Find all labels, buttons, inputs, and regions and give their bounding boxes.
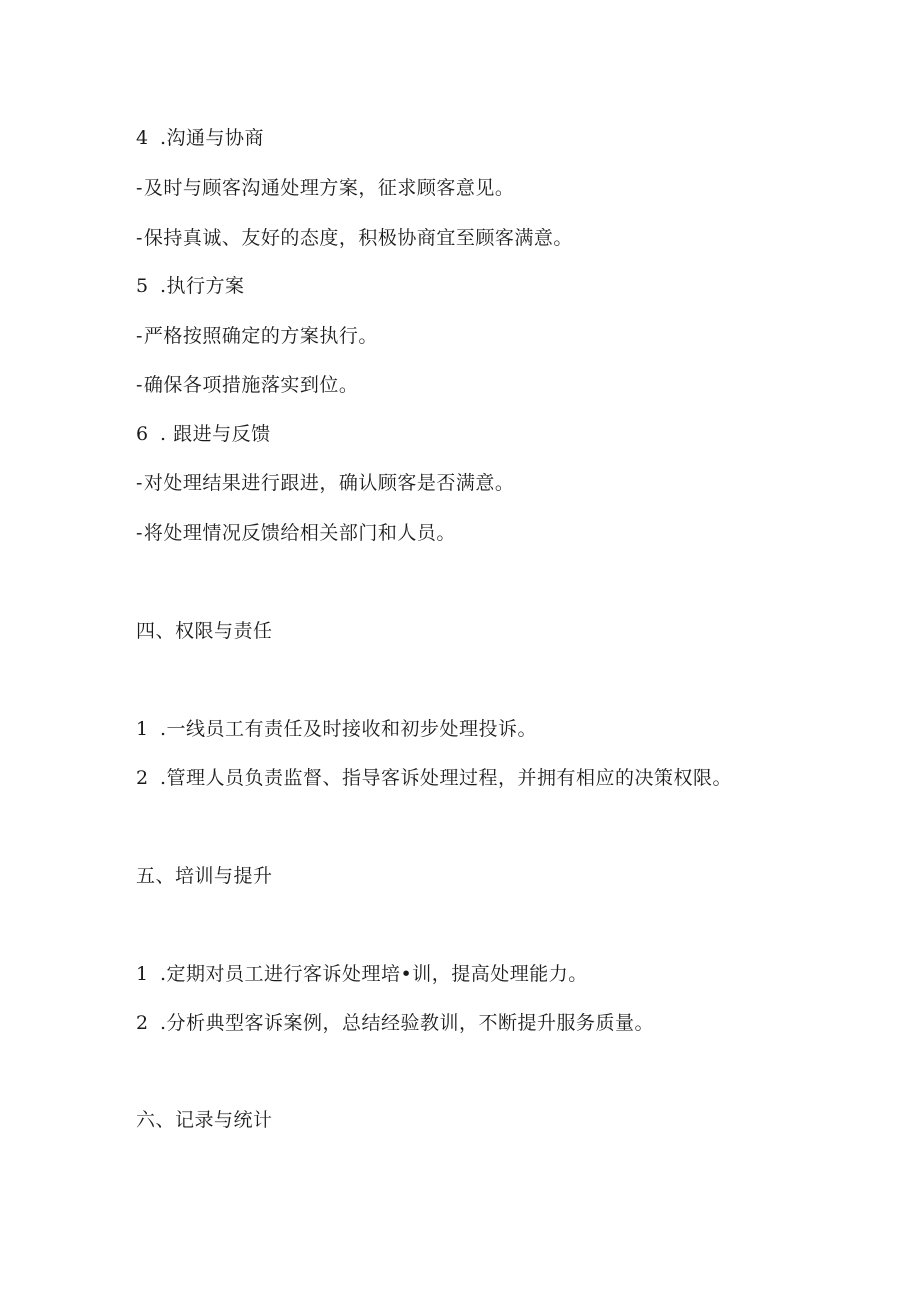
- section-6-title: [136, 422, 271, 446]
- section-title-text: .沟通与协商: [160, 127, 265, 149]
- section-number: 5: [136, 275, 149, 297]
- list-item-text: 对处理结果进行跟进，确认顾客是否满意。: [143, 472, 515, 494]
- section-title-text: . 跟进与反馈: [160, 423, 271, 445]
- section-5-title: [136, 274, 245, 298]
- numbered-item-text: .定期对员工进行客诉处理培•训，提高处理能力。: [160, 963, 588, 985]
- section-number: 4: [136, 127, 149, 149]
- list-item: [136, 324, 378, 348]
- numbered-item: [136, 962, 588, 986]
- numbered-item: [136, 717, 537, 741]
- list-item: [136, 521, 456, 545]
- chapter-4-heading: 四、权限与责任: [136, 620, 273, 642]
- bullet-dash: -: [136, 374, 143, 396]
- section-number: 6: [136, 423, 149, 445]
- bullet-dash: -: [136, 472, 143, 494]
- list-item-text: 保持真诚、友好的态度，积极协商宜至顾客满意。: [143, 227, 573, 249]
- chapter-6-heading: 六、记录与统计: [136, 1109, 273, 1131]
- numbered-item-text: .一线员工有责任及时接收和初步处理投诉。: [160, 718, 538, 740]
- numbered-item: [136, 766, 732, 790]
- section-4-title: [136, 126, 264, 150]
- item-number: 2: [136, 1012, 149, 1034]
- list-item-text: 确保各项措施落实到位。: [143, 374, 359, 396]
- list-item: [136, 226, 573, 250]
- numbered-item-text: .分析典型客诉案例，总结经验教训，不断提升服务质量。: [160, 1012, 655, 1034]
- bullet-dash: -: [136, 177, 143, 199]
- chapter-5-heading: 五、培训与提升: [136, 865, 273, 887]
- list-item-text: 及时与顾客沟通处理方案，征求顾客意见。: [143, 177, 515, 199]
- section-title-text: .执行方案: [160, 275, 245, 297]
- list-item-text: 严格按照确定的方案执行。: [143, 325, 378, 347]
- list-item-text: 将处理情况反馈给相关部门和人员。: [143, 522, 456, 544]
- list-item: [136, 373, 358, 397]
- numbered-item-text: .管理人员负责监督、指导客诉处理过程，并拥有相应的决策权限。: [160, 767, 733, 789]
- numbered-item: [136, 1011, 654, 1035]
- bullet-dash: -: [136, 227, 143, 249]
- list-item: [136, 471, 514, 495]
- item-number: 2: [136, 767, 149, 789]
- item-number: 1: [136, 963, 149, 985]
- item-number: 1: [136, 718, 149, 740]
- bullet-dash: -: [136, 325, 143, 347]
- list-item: [136, 176, 514, 200]
- bullet-dash: -: [136, 522, 143, 544]
